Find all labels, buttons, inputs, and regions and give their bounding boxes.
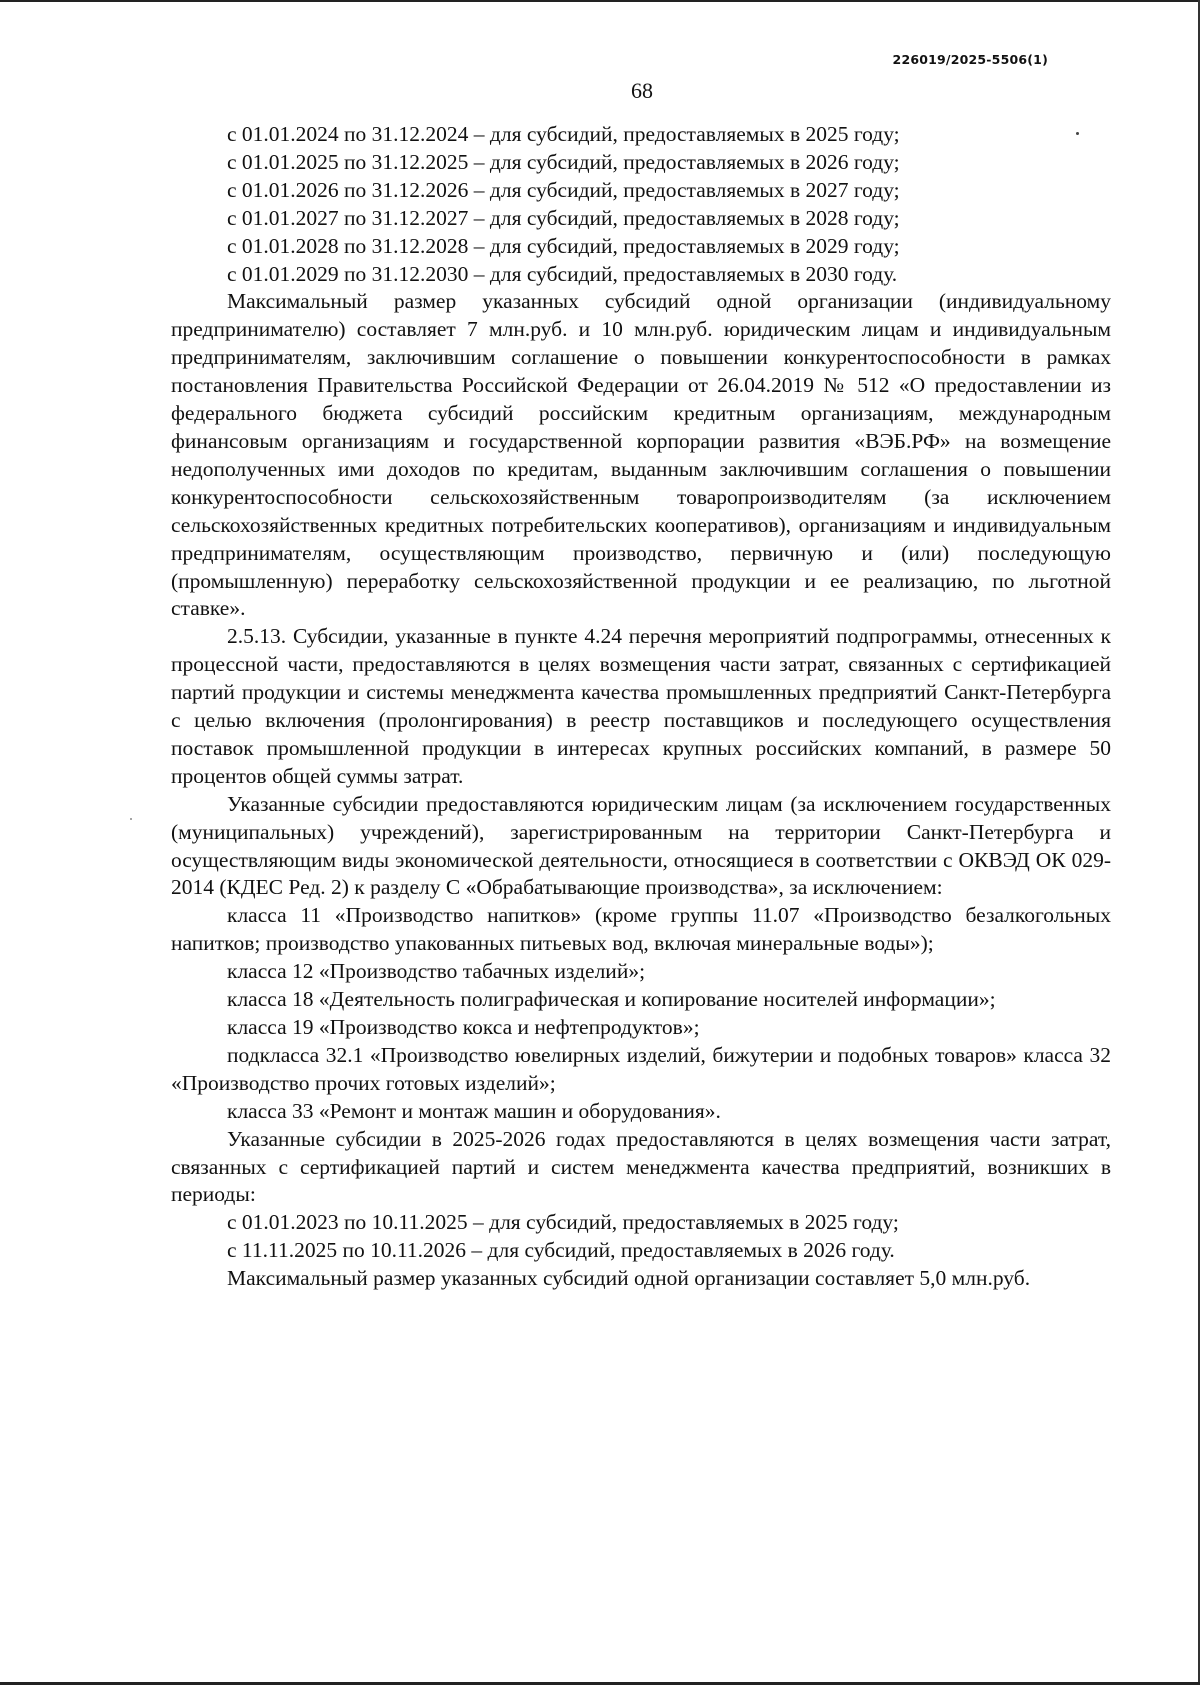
period-line-2027: с 01.01.2027 по 31.12.2027 – для субсидий, предоставляемых в 2028 году; — [227, 205, 900, 230]
scan-speck — [130, 818, 132, 820]
max-subsidy-5m-paragraph: Максимальный размер указанных субсидий одной организации составляет 5,0 млн.руб. — [227, 1266, 1031, 1291]
exclusion-class-11: класса 11 «Производство напитков» (кроме группы 11.07 «Производство безалкогольных напитков; производство упакованных питьевых вод, включая минеральные воды»); — [171, 903, 1111, 956]
period-line-2024: с 01.01.2024 по 31.12.2024 – для субсидий, предоставляемых в 2025 году; — [227, 122, 900, 146]
document-id: 226019/2025-5506(1) — [892, 52, 1048, 67]
page-number: 68 — [631, 78, 653, 103]
period-line-2028: с 01.01.2028 по 31.12.2028 – для субсидий, предоставляемых в 2029 году; — [227, 233, 900, 258]
scan-edge-top — [0, 0, 1200, 2]
exclusion-class-12: класса 12 «Производство табачных изделий»; — [227, 959, 646, 984]
document-body — [171, 121, 1111, 1293]
exclusion-class-33: класса 33 «Ремонт и монтаж машин и оборудования». — [227, 1098, 721, 1123]
eligibility-paragraph: Указанные субсидии предоставляются юридическим лицам (за исключением государственных (муниципальных) учреждений), зарегистрированным на территории Санкт-Петербурга и осуществляющим виды экономической деятельности, относящиеся в соответствии с ОКВЭД ОК 029-2014 (КДЕС Ред. 2) к разделу С «Обрабатывающие производства», за исключением: — [171, 791, 1111, 900]
period-line-2025: с 01.01.2025 по 31.12.2025 – для субсидий, предоставляемых в 2026 году; — [227, 149, 900, 174]
period-line-2026: с 01.01.2026 по 31.12.2026 – для субсидий, предоставляемых в 2027 году; — [227, 177, 900, 202]
max-subsidy-paragraph: Максимальный размер указанных субсидий одной организации (индивидуальному предпринимателю) составляет 7 млн.руб. и 10 млн.руб. юридическим лицам и индивидуальным предпринимателям, заключившим соглашение о повышении конкурентоспособности в рамках постановления Правительства Российской Федерации от 26.04.2019 № 512 «О предоставлении из федерального бюджета субсидий российским кредитным организациям, международным финансовым организациям и государственной корпорации развития «ВЭБ.РФ» на возмещение недополученных ими доходов по кредитам, выданным заключившим соглашения о повышении конкурентоспособности сельскохозяйственным товаропроизводителям (за исключением сельскохозяйственных кредитных потребительских кооперативов), организациям и индивидуальным предпринимателям, осуществляющим производство, первичную и (или) последующую (промышленную) переработку сельскохозяйственной продукции и ее реализацию, по льготной ставке». — [171, 289, 1111, 621]
exclusion-class-18: класса 18 «Деятельность полиграфическая и копирование носителей информации»; — [227, 987, 996, 1012]
exclusion-class-19: класса 19 «Производство кокса и нефтепродуктов»; — [227, 1015, 700, 1039]
period-line-2025-11: с 11.11.2025 по 10.11.2026 – для субсидий, предоставляемых в 2026 году. — [227, 1238, 895, 1263]
period-line-2029: с 01.01.2029 по 31.12.2030 – для субсидий, предоставляемых в 2030 году. — [227, 261, 898, 286]
exclusion-subclass-32-1: подкласса 32.1 «Производство ювелирных изделий, бижутерии и подобных товаров» класса 32 «Производство прочих готовых изделий»; — [171, 1042, 1111, 1095]
section-2-5-13-paragraph: 2.5.13. Субсидии, указанные в пункте 4.24 перечня мероприятий подпрограммы, отнесенных к процессной части, предоставляются в целях возмещения части затрат, связанных с сертификацией партий продукции и системы менеджмента качества промышленных предприятий Санкт-Петербурга с целью включения (пролонгирования) в реестр поставщиков и последующего осуществления поставок промышленной продукции в интересах крупных российских компаний, в размере 50 процентов общей суммы затрат. — [171, 624, 1111, 788]
period-line-2023: с 01.01.2023 по 10.11.2025 – для субсидий, предоставляемых в 2025 году; — [227, 1210, 899, 1235]
periods-intro-paragraph: Указанные субсидии в 2025-2026 годах предоставляются в целях возмещения части затрат, связанных с сертификацией партий и систем менеджмента качества предприятий, возникших в периоды: — [171, 1126, 1111, 1207]
